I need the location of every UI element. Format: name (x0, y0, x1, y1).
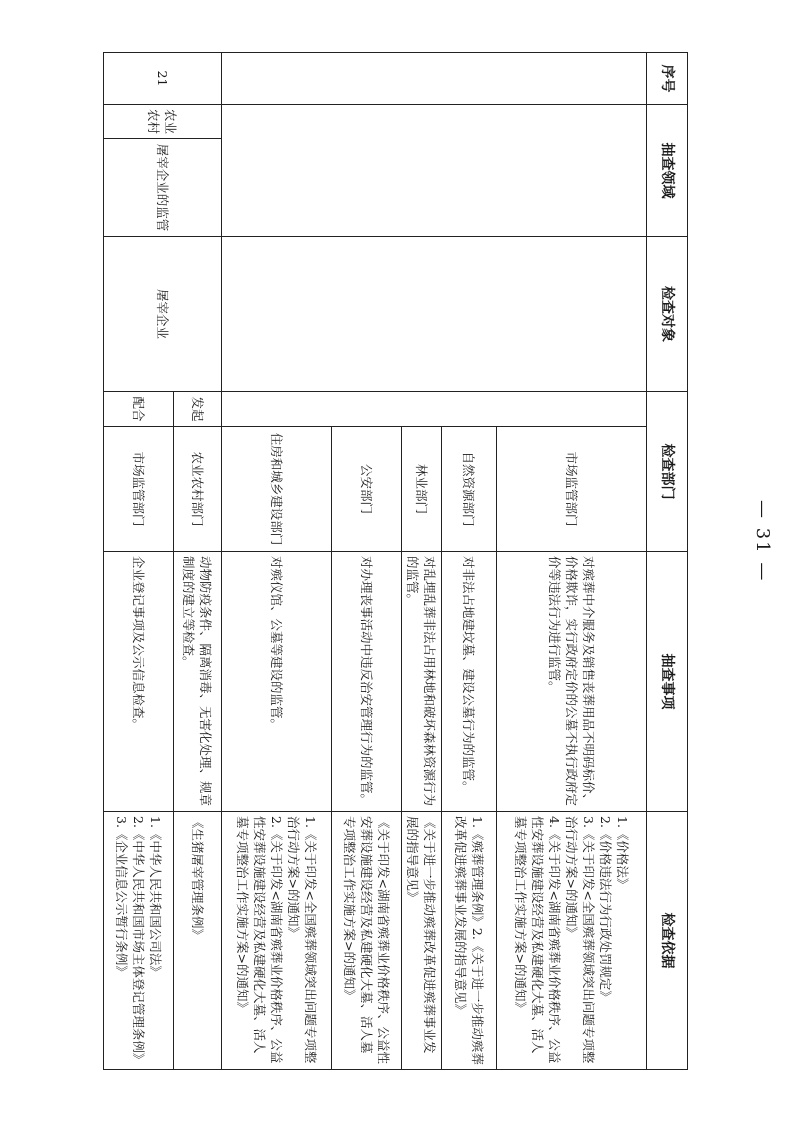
dept-cell: 公安部门 (332, 427, 402, 552)
header-target: 检查对象 (647, 237, 688, 392)
page-number: — 31 — (752, 500, 773, 583)
dept-cell: 市场监管部门 (104, 427, 174, 552)
basis-line: 1.《价格法》 (615, 816, 630, 891)
header-basis: 检查依据 (647, 812, 688, 1070)
basis-line: 《生猪屠宰管理条例》 (190, 816, 205, 942)
header-seq: 序号 (647, 53, 688, 105)
domain-cell-empty (222, 105, 647, 237)
basis-cell (332, 812, 402, 1070)
role-cell: 配合 (104, 392, 174, 427)
basis-line: 2.《价格违法行为行政处罚规定》 (598, 816, 613, 1003)
items-cell: 对殡仪馆、公墓等建设的监管。 (222, 552, 332, 812)
items-cell: 对乱埋乱葬非法占用林地和破坏森林资源行为的监管。 (402, 552, 442, 812)
role-cell: 发起 (174, 392, 222, 427)
header-dept: 检查部门 (647, 392, 688, 552)
items-cell: 动物防疫条件、隔离消毒、无害化处理、规章制度的建立等检查。 (174, 552, 222, 812)
basis-cell (402, 812, 442, 1070)
dept-cell: 自然资源部门 (442, 427, 497, 552)
basis-line: 1.《关于印发<全国殡葬领域突出问题专项整治行动方案>的通知》 (286, 816, 318, 1064)
dept-cell: 市场监管部门 (497, 427, 647, 552)
role-cell-empty (222, 392, 647, 427)
basis-line: 2.《中华人民共和国市场主体登记管理条例》 (131, 816, 146, 1066)
table-row (174, 53, 222, 1070)
items-cell: 对非法占地建坟墓、建设公墓行为的监管。 (442, 552, 497, 812)
items-cell: 企业登记事项及公示信息检查。 (104, 552, 174, 812)
basis-line: 2.《关于印发<湖南省殡葬业价格秩序、公益性安葬设施建设经营及私建硬化大墓、活人墓专项整治工作实施方案>的通知》 (235, 816, 284, 1064)
basis-line: 4.《关于印发<湖南省殡葬业价格秩序、公益性安葬设施建设经营及私建硬化大墓、活人墓专项整治工作实施方案>的通知》 (513, 816, 562, 1064)
basis-line: 1.《中华人民共和国公司法》 (148, 816, 163, 978)
dept-cell: 农业农村部门 (174, 427, 222, 552)
basis-line: 3.《企业信息公示暂行条例》 (114, 816, 129, 978)
basis-cell (497, 812, 647, 1070)
header-items: 抽查事项 (647, 552, 688, 812)
basis-cell (442, 812, 497, 1070)
inspection-table (103, 52, 688, 1070)
table-row (497, 53, 647, 1070)
items-cell: 对办理丧事活动中违反治安管理行为的监管。 (332, 552, 402, 812)
basis-cell (104, 812, 174, 1070)
basis-cell (174, 812, 222, 1070)
target-cell-empty (222, 237, 647, 392)
domain-cell: 农业农村 (104, 105, 222, 139)
items-cell: 对殡葬中介服务及销售丧葬用品不明码标价、价格欺诈，实行政府定价的公墓不执行政府定价等违法行为进行监管。 (497, 552, 647, 812)
dept-cell: 住房和城乡建设部门 (222, 427, 332, 552)
basis-line: 3.《关于印发<全国殡葬领域突出问题专项整治行动方案>的通知》 (564, 816, 596, 1064)
basis-line: 《关于印发<湖南省殡葬业价格秩序、公益性安葬设施建设经营及私建硬化大墓、活人墓专项整治工作实施方案>的通知》 (342, 816, 391, 1064)
basis-line: 《关于进一步推动殡葬改革促进殡葬事业发展的指导意见》 (405, 816, 438, 1054)
target-cell: 屠宰企业 (104, 237, 222, 392)
seq-cell-empty (222, 53, 647, 105)
basis-cell (222, 812, 332, 1070)
basis-line: 1.《殡葬管理条例》2.《关于进一步推动殡葬改革促进殡葬事业发展的指导意见》 (453, 816, 485, 1065)
header-domain: 抽查领域 (647, 105, 688, 237)
dept-cell: 林业部门 (402, 427, 442, 552)
domain-sub-cell: 屠宰企业的监管 (104, 139, 222, 237)
seq-cell: 21 (104, 53, 222, 105)
header-row (647, 53, 688, 1070)
